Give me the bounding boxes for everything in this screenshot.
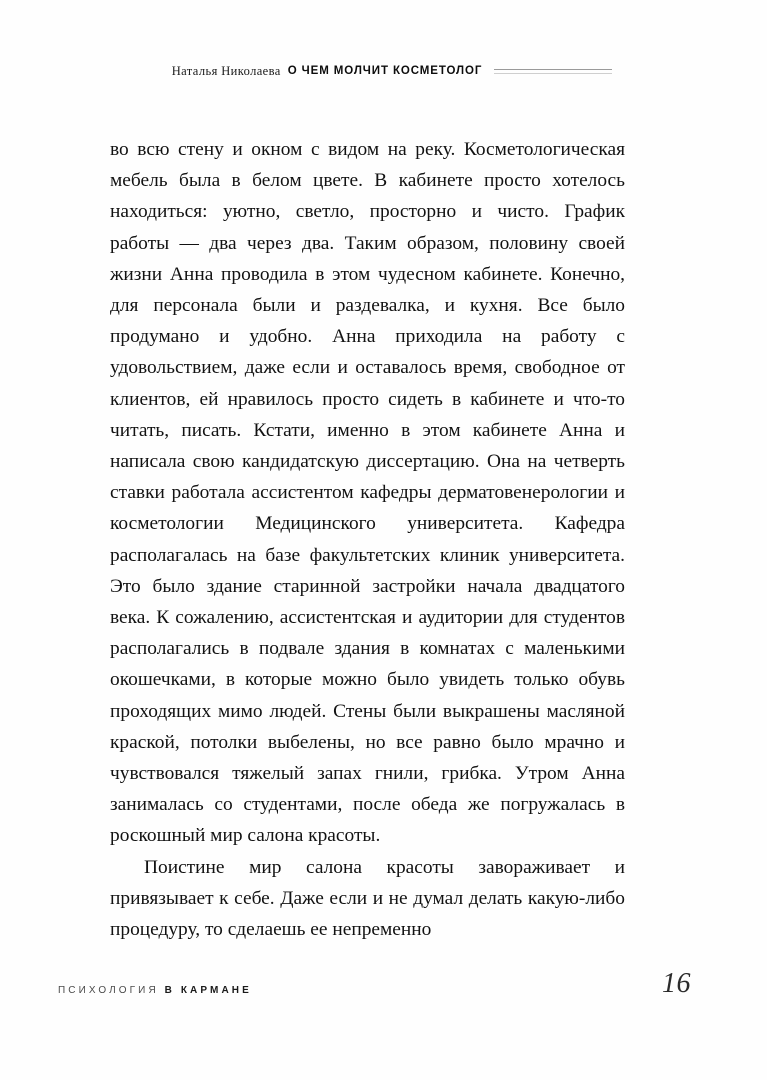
- paragraph-new: Поистине мир салона красоты завораживает и привязывает к себе. Даже если и не думал делать какую-либо процедуру, то сделаешь ее непременно: [110, 856, 625, 941]
- footer-series-suffix: В КАРМАНЕ: [164, 985, 252, 996]
- running-head-author: Наталья Николаева: [171, 63, 281, 78]
- body-text: [110, 134, 625, 945]
- running-head-title: О ЧЕМ МОЛЧИТ КОСМЕТОЛОГ: [287, 65, 483, 77]
- running-head-rule-right: [494, 69, 612, 74]
- paragraph-continued: во всю стену и окном с видом на реку. Косметологическая мебель была в белом цвете. В кабинете просто хотелось находиться: уютно, светло, просторно и чисто. График работы — два через два. Таким образом, половину своей жизни Анна проводила в этом чудесном кабинете. Конечно, для персонала были и раздевалка, и кухня. Все было продумано и удобно. Анна приходила на работу с удовольствием, даже если и оставалось время, свободное от клиентов, ей нравилось просто сидеть в кабинете и что-то читать, писать. Кстати, именно в этом кабинете Анна и написала свою кандидатскую диссертацию. Она на четверть ставки работала ассистентом кафедры дерматовенерологии и косметологии Медицинского университета. Кафедра располагалась на базе факультетских клиник университета. Это было здание старинной застройки начала двадцатого века. К сожалению, ассистентская и аудитории для студентов располагались в подвале здания в комнатах с маленькими окошечками, в которые можно было увидеть только обувь проходящих мимо людей. Стены были выкрашены масляной краской, потолки выбелены, но все равно было мрачно и чувствовался тяжелый запах гнили, грибка. Утром Анна занималась со студентами, после обеда же погружалась в роскошный мир салона красоты.: [110, 139, 625, 847]
- footer-series-label: [58, 985, 252, 996]
- page-number: 16: [662, 968, 691, 999]
- running-head: [108, 60, 664, 82]
- footer-series-prefix: ПСИХОЛОГИЯ: [58, 985, 159, 996]
